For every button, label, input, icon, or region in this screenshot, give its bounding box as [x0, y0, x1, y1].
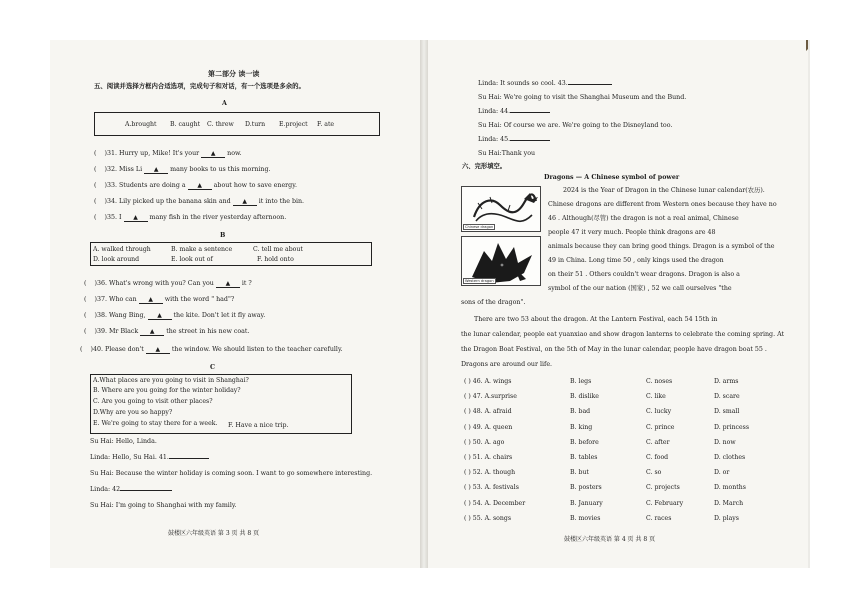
section5-title: 五、阅读并选择方框内合适选项，完成句子和对话，有一个选项是多余的。: [94, 82, 305, 90]
article-line: on their 51 . Others couldn't wear dragons. Dragon is also a: [548, 271, 740, 278]
question-40: ( )40. Please don't ▲ the window. We should listen to the teacher carefully.: [80, 346, 343, 353]
western-dragon-picture: [461, 236, 541, 286]
box-c-extra-option: F. Have a nice trip.: [228, 422, 289, 429]
dialogue-line: Linda: 45.: [478, 136, 550, 144]
answer-blank[interactable]: ▲: [144, 166, 168, 174]
box-b-option: D. look around: [93, 256, 140, 263]
box-a-option: A.brought: [125, 121, 157, 128]
answer-blank[interactable]: ▲: [146, 346, 170, 354]
answer-blank[interactable]: [120, 490, 172, 491]
question-33: ( )33. Students are doing a ▲ about how to save energy.: [94, 182, 297, 189]
article-line: the lunar calendar, people eat yuanxiao and show dragon lanterns to celebrate the coming spring. At: [461, 331, 785, 338]
article-line: sons of the dragon".: [461, 299, 526, 306]
option-box-a: [94, 112, 380, 136]
dialogue-line: Linda: It sounds so cool. 43.: [478, 80, 612, 88]
choice-option[interactable]: C. lucky: [646, 408, 672, 416]
article-line: animals because they can bring good things. Dragon is a symbol of the: [548, 243, 775, 250]
choice-option[interactable]: B. king: [570, 423, 593, 431]
part-title: 第二部分 读一读: [208, 69, 260, 78]
choice-option[interactable]: B. dislike: [570, 393, 599, 401]
exam-page-3: [50, 40, 420, 568]
box-c-option: D.Why are you so happy?: [93, 409, 173, 416]
box-a-option: D.turn: [245, 121, 266, 128]
picture-caption: Chinese dragon: [465, 225, 494, 229]
choice-option[interactable]: B. movies: [570, 514, 601, 522]
choice-option[interactable]: C. after: [646, 438, 670, 446]
box-b-option: A. walked through: [93, 246, 151, 253]
answer-blank[interactable]: ▲: [188, 182, 212, 190]
choice-question: ( ) 54. A. December: [464, 499, 526, 507]
box-b-option: C. tell me about: [253, 246, 303, 253]
choice-option[interactable]: D. princess: [714, 423, 750, 431]
page-footer: 鼓楼区六年级英语 第 4 页 共 8 页: [564, 536, 656, 543]
choice-question: ( ) 53. A. festivals: [464, 484, 519, 492]
box-c-label: C: [210, 364, 216, 371]
choice-option[interactable]: C. projects: [646, 484, 680, 492]
dialogue-line: Linda: 44.: [478, 108, 550, 116]
choice-question: ( ) 49. A. queen: [464, 423, 513, 431]
choice-option[interactable]: C. like: [646, 393, 666, 401]
box-b-option: F. hold onto: [257, 256, 294, 263]
choice-option[interactable]: B. legs: [570, 378, 592, 385]
dialogue-line: Su Hai:Thank you: [478, 150, 536, 157]
box-c-option: A.What places are you going to visit in Shanghai?: [93, 377, 249, 384]
dialogue-line: Su Hai: Because the winter holiday is coming soon. I want to go somewhere interesting.: [90, 470, 373, 477]
answer-blank[interactable]: ▲: [124, 214, 148, 222]
choice-option[interactable]: C. prince: [646, 423, 675, 431]
section6-title: 六、完形填空。: [462, 163, 507, 170]
dialogue-line: Su Hai: We're going to visit the Shanghai Museum and the Bund.: [478, 94, 687, 101]
box-b-label: B: [220, 232, 226, 239]
answer-blank[interactable]: ▲: [233, 198, 257, 206]
box-c-option: B. Where are you going for the winter holiday?: [93, 387, 241, 394]
answer-blank[interactable]: [169, 458, 209, 459]
box-a-label: A: [222, 100, 227, 107]
article-line: 49 in China. Long time 50 , only kings used the dragon: [548, 257, 724, 264]
choice-option[interactable]: D. clothes: [714, 454, 746, 461]
choice-option[interactable]: D. plays: [714, 514, 739, 522]
question-35: ( )35. I ▲ many fish in the river yesterday afternoon.: [94, 214, 287, 221]
option-box-b: [90, 242, 372, 266]
question-34: ( )34. Lily picked up the banana skin and ▲ it into the bin.: [94, 198, 305, 205]
box-c-option: C. Are you going to visit other places?: [93, 398, 213, 405]
exam-page-4: [428, 40, 808, 568]
choice-option[interactable]: B. tables: [570, 454, 598, 461]
choice-option[interactable]: C. noses: [646, 378, 673, 385]
choice-option[interactable]: D. arms: [714, 378, 739, 385]
chinese-dragon-picture: [461, 186, 541, 232]
article-title: Dragons — A Chinese symbol of power: [544, 174, 680, 181]
choice-question: ( ) 52. A. though: [464, 469, 516, 477]
choice-option[interactable]: C. races: [646, 514, 672, 522]
box-b-option: E. look out of: [171, 256, 213, 263]
choice-question: ( ) 46. A. wings: [464, 378, 512, 385]
choice-question: ( ) 50. A. ago: [464, 438, 505, 446]
article-line: the Dragon Boat Festival, on the 5th of May in the lunar calendar, people have dragon boat 55 .: [461, 346, 767, 353]
dialogue-line: Su Hai: Of course we are. We're going to the Disneyland too.: [478, 122, 673, 129]
answer-blank[interactable]: [510, 140, 550, 141]
question-31: ( )31. Hurry up, Mike! It's your ▲ now.: [94, 150, 242, 157]
choice-question: ( ) 51. A. chairs: [464, 454, 513, 461]
page-footer: 鼓楼区六年级英语 第 3 页 共 8 页: [168, 530, 260, 537]
box-b-option: B. make a sentence: [171, 246, 233, 253]
dialogue-line: Su Hai: I'm going to Shanghai with my family.: [90, 502, 237, 509]
choice-option[interactable]: C. food: [646, 454, 669, 461]
choice-option[interactable]: B. before: [570, 438, 599, 446]
box-a-option: F. ate: [317, 121, 335, 128]
article-line: people 47 it very much. People think dragons are 48: [548, 229, 716, 236]
choice-option[interactable]: D. scare: [714, 393, 740, 401]
article-line: There are two 53 about the dragon. At the Lantern Festival, each 54 15th in: [474, 316, 718, 323]
question-39: ( )39. Mr Black ▲ the street in his new coat.: [84, 328, 250, 335]
box-a-option: C. threw: [207, 121, 234, 128]
choice-option[interactable]: C. so: [646, 469, 662, 477]
box-a-option: E.project: [279, 121, 308, 128]
article-line: 2024 is the Year of Dragon in the Chinese lunar calendar(农历).: [563, 187, 765, 194]
question-36: ( )36. What's wrong with you? Can you ▲ it ?: [84, 280, 252, 287]
choice-option[interactable]: B. January: [570, 499, 603, 507]
choice-option[interactable]: B. bad: [570, 408, 591, 416]
answer-blank[interactable]: ▲: [216, 280, 240, 288]
article-line: 46 . Although(尽管) the dragon is not a real animal, Chinese: [548, 215, 739, 222]
answer-blank[interactable]: [510, 112, 550, 113]
dialogue-line: Su Hai: Hello, Linda.: [90, 438, 157, 445]
box-a-option: B. caught: [170, 121, 201, 128]
choice-option[interactable]: B. posters: [570, 484, 602, 492]
box-c-option: E. We're going to stay there for a week.: [93, 420, 218, 427]
choice-question: ( ) 47. A.surprise: [464, 393, 517, 401]
choice-option[interactable]: D. or: [714, 469, 730, 477]
choice-option[interactable]: D. months: [714, 484, 746, 492]
article-line: symbol of the our nation (国家) , 52 we call ourselves "the: [548, 285, 732, 292]
answer-blank[interactable]: ▲: [201, 150, 225, 158]
choice-option[interactable]: D. now: [714, 438, 736, 446]
article-line: Dragons are around our life.: [461, 361, 553, 368]
answer-blank[interactable]: ▲: [139, 296, 163, 304]
choice-question: ( ) 55. A. songs: [464, 514, 511, 522]
dialogue-line: Linda: Hello, Su Hai. 41.: [90, 454, 209, 462]
option-box-c: [90, 374, 352, 434]
question-32: ( )32. Miss Li ▲ many books to us this morning.: [94, 166, 271, 173]
choice-option[interactable]: D. March: [714, 499, 744, 507]
question-37: ( )37. Who can ▲ with the word " had"?: [84, 296, 235, 303]
answer-blank[interactable]: ▲: [148, 312, 172, 320]
answer-blank[interactable]: ▲: [140, 328, 164, 336]
choice-question: ( ) 48. A. afraid: [464, 408, 512, 416]
choice-option[interactable]: D. small: [714, 408, 740, 416]
choice-option[interactable]: B. but: [570, 469, 589, 477]
article-line: Chinese dragons are different from Western ones because they have no: [548, 201, 777, 208]
question-38: ( )38. Wang Bing, ▲ the kite. Don't let it fly away.: [84, 312, 266, 319]
binder-clip-icon: [794, 40, 808, 54]
choice-option[interactable]: C. February: [646, 499, 684, 507]
answer-blank[interactable]: [568, 84, 612, 85]
dialogue-line: Linda: 42: [90, 486, 172, 494]
picture-caption: Western dragon: [465, 279, 494, 283]
page-gutter: [420, 40, 428, 568]
